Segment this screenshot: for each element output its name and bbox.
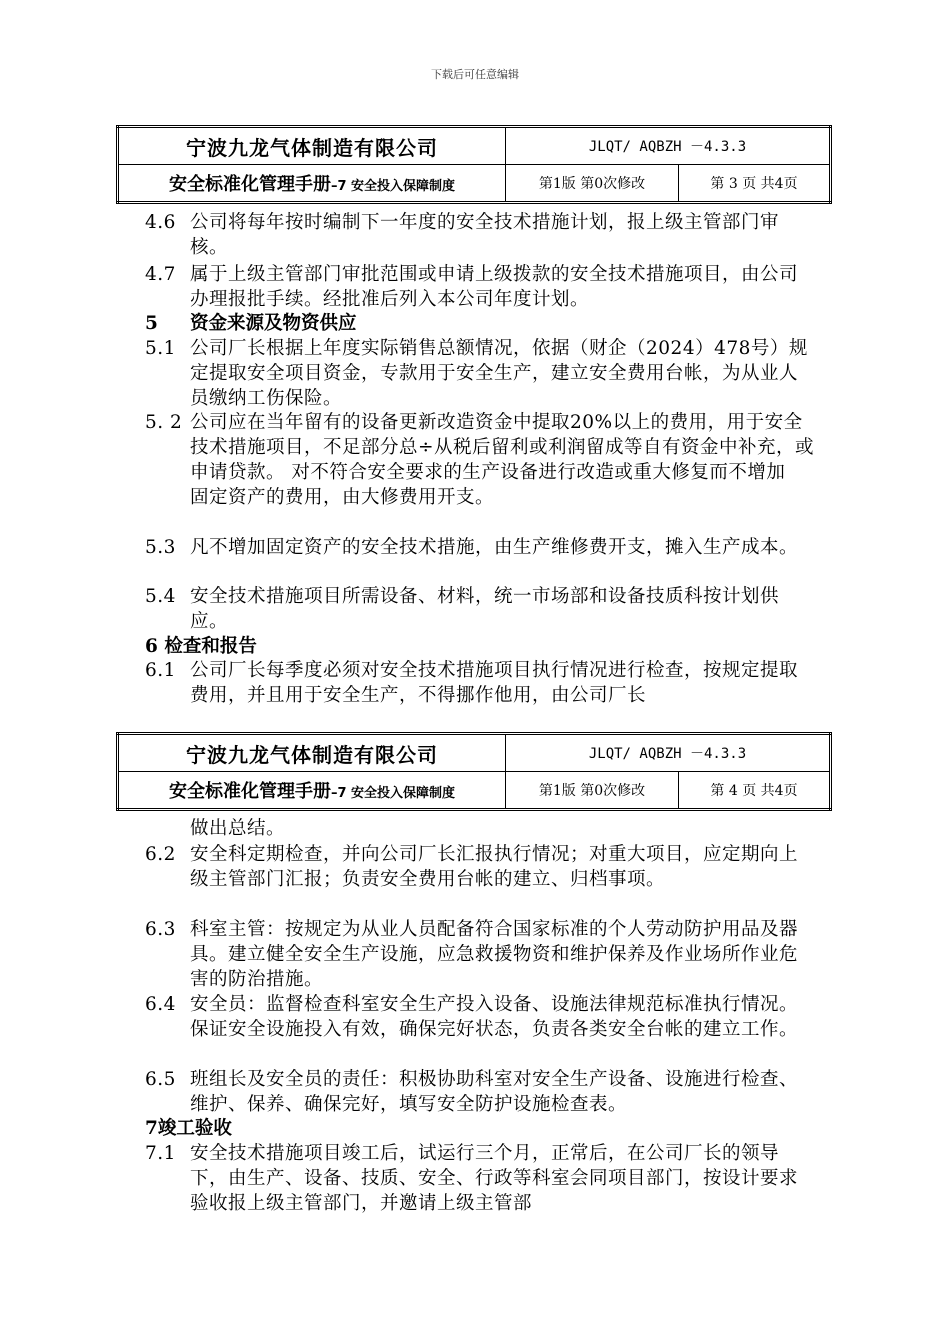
paragraph-6-2: [145, 842, 815, 892]
paragraph-6-5: [145, 1067, 815, 1117]
paragraph-7-1: [145, 1141, 815, 1216]
section-heading-6: [145, 634, 257, 659]
paragraph-number: 4.6: [145, 212, 176, 233]
paragraph-text: 公司厂长根据上年度实际销售总额情况，依据（财企（2024）478号）规定提取安全项目资金，专款用于安全生产，建立安全费用台帐，为从业人员缴纳工伤保险。: [190, 338, 808, 409]
section-heading-7: [145, 1116, 232, 1141]
page-info: 第 3 页 共4页: [679, 165, 831, 203]
paragraph-6-1-continued: [145, 816, 815, 841]
paragraph-6-3: [145, 917, 815, 992]
document-code: JLQT/ AQBZH －4.3.3: [506, 127, 831, 165]
document-header-page4: [116, 732, 832, 811]
paragraph-number: 6.5: [145, 1069, 176, 1090]
document-header-page3: [116, 125, 832, 204]
manual-title-sub: –7 安全投入保障制度: [330, 786, 456, 801]
section-number: 7: [145, 1118, 158, 1139]
paragraph-5-4: [145, 584, 815, 634]
paragraph-number: 5.3: [145, 537, 176, 558]
paragraph-number: 5.1: [145, 338, 176, 359]
paragraph-5-2: [145, 410, 815, 510]
paragraph-5-3: [145, 535, 815, 560]
company-name: 宁波九龙气体制造有限公司: [118, 734, 506, 772]
paragraph-text: 科室主管：按规定为从业人员配备符合国家标准的个人劳动防护用品及器具。建立健全安全生产设施，应急救援物资和维护保养及作业场所作业危害的防治措施。: [190, 919, 799, 990]
manual-title-main: 安全标准化管理手册: [168, 781, 331, 802]
paragraph-number: 6.3: [145, 919, 176, 940]
section-heading-5: [145, 311, 357, 336]
section-number: 5: [145, 313, 158, 334]
paragraph-text: 做出总结。: [190, 818, 286, 839]
manual-title: [118, 772, 506, 810]
paragraph-text: 公司将每年按时编制下一年度的安全技术措施计划，报上级主管部门审核。: [190, 212, 780, 258]
paragraph-number: 5. 2: [145, 412, 183, 433]
paragraph-text: 安全员：监督检查科室安全生产投入设备、设施法律规范标准执行情况。保证安全设施投入有效，确保完好状态，负责各类安全台帐的建立工作。: [190, 994, 799, 1040]
paragraph-text: 属于上级主管部门审批范围或申请上级拨款的安全技术措施项目，由公司办理报批手续。经批准后列入本公司年度计划。: [190, 264, 799, 310]
top-note: 下载后可任意编辑: [431, 68, 519, 81]
manual-title-sub: –7 安全投入保障制度: [330, 179, 456, 194]
paragraph-number: 5.4: [145, 586, 176, 607]
section-title: 竣工验收: [157, 1118, 232, 1139]
manual-title-main: 安全标准化管理手册: [168, 174, 331, 195]
section-title: 资金来源及物资供应: [190, 313, 357, 334]
paragraph-text: 公司厂长每季度必须对安全技术措施项目执行情况进行检查，按规定提取费用，并且用于安全生产，不得挪作他用，由公司厂长: [190, 660, 799, 706]
edition-info: 第1版 第0次修改: [506, 772, 679, 810]
paragraph-5-1: [145, 336, 815, 411]
section-title: 检查和报告: [164, 636, 257, 657]
paragraph-text: 凡不增加固定资产的安全技术措施，由生产维修费开支，摊入生产成本。: [190, 537, 799, 558]
paragraph-number: 4.7: [145, 264, 176, 285]
section-number: 6: [145, 636, 158, 657]
paragraph-text: 公司应在当年留有的设备更新改造资金中提取20%以上的费用，用于安全技术措施项目，不足部分总÷从税后留利或利润留成等自有资金中补充，或申请贷款。 对不符合安全要求的生产设备进行改造或重大修复而不增加 固定资产的费用，由大修费用开支。: [190, 412, 815, 508]
paragraph-4-7: [145, 262, 815, 312]
manual-title: [118, 165, 506, 203]
paragraph-text: 安全科定期检查，并向公司厂长汇报执行情况；对重大项目，应定期向上级主管部门汇报；负责安全费用台帐的建立、归档事项。: [190, 844, 799, 890]
document-code: JLQT/ AQBZH －4.3.3: [506, 734, 831, 772]
paragraph-text: 班组长及安全员的责任：积极协助科室对安全生产设备、设施进行检查、维护、保养、确保完好，填写安全防护设施检查表。: [190, 1069, 799, 1115]
paragraph-number: 7.1: [145, 1143, 176, 1164]
paragraph-4-6: [145, 210, 815, 260]
paragraph-text: 安全技术措施项目所需设备、材料，统一市场部和设备技质科按计划供应。: [190, 586, 780, 632]
paragraph-number: 6.1: [145, 660, 176, 681]
paragraph-6-4: [145, 992, 815, 1042]
paragraph-6-1: [145, 658, 815, 708]
company-name: 宁波九龙气体制造有限公司: [118, 127, 506, 165]
paragraph-number: 6.4: [145, 994, 176, 1015]
paragraph-number: 6.2: [145, 844, 176, 865]
edition-info: 第1版 第0次修改: [506, 165, 679, 203]
page-info: 第 4 页 共4页: [679, 772, 831, 810]
paragraph-text: 安全技术措施项目竣工后，试运行三个月，正常后，在公司厂长的领导下，由生产、设备、技质、安全、行政等科室会同项目部门，按设计要求验收报上级主管部门，并邀请上级主管部: [190, 1143, 799, 1214]
